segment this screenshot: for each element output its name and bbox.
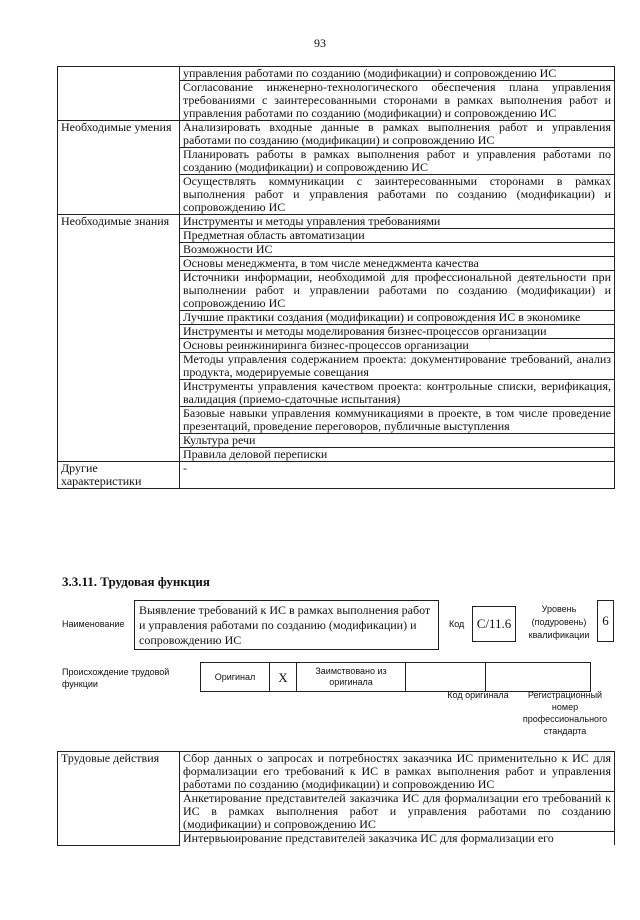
table-cell: Базовые навыки управления коммуникациями в проекте, в том числе проведение презентаций, проведение переговоров, публичные выступления — [180, 407, 615, 434]
table-cell: Лучшие практики создания (модификации) и сопровождения ИС в экономике — [180, 311, 615, 325]
table-cell: Возможности ИС — [180, 243, 615, 257]
code-box: C/11.6 — [472, 606, 516, 642]
level-label: Уровень (подуровень) квалификации — [528, 604, 590, 640]
row-label-actions: Трудовые действия — [58, 752, 180, 846]
table-cell: Анкетирование представителей заказчика ИС для формализации его требований к ИС в рамках выполнения работ и управления работами по созданию (модификации) и сопровождению ИС — [180, 792, 615, 832]
origin-table — [200, 662, 591, 692]
table-cell: Культура речи — [180, 434, 615, 448]
table-cell: Основы менеджмента, в том числе менеджмента качества — [180, 257, 615, 271]
origin-borrowed-cell: Заимствовано из оригинала — [297, 663, 406, 692]
table-cell: Инструменты и методы управления требованиями — [180, 215, 615, 229]
row-label-other: Другие характеристики — [58, 462, 180, 489]
row-label-knowledge: Необходимые знания — [58, 215, 180, 462]
origin-code-cell — [406, 663, 486, 692]
table-row — [58, 67, 615, 81]
origin-original-cell: Оригинал — [201, 663, 270, 692]
page-number: 93 — [314, 36, 326, 50]
table-cell: Основы реинжиниринга бизнес-процессов организации — [180, 339, 615, 353]
table-cell: управления работами по созданию (модификации) и сопровождению ИС — [180, 67, 615, 81]
row-label — [58, 67, 180, 121]
section-heading: 3.3.11. Трудовая функция — [62, 574, 210, 589]
function-name-box: Выявление требований к ИС в рамках выполнения работ и управления работами по созданию (модификации) и сопровождению ИС — [134, 600, 439, 650]
table-cell: Согласование инженерно-технологического обеспечения плана управления требованиями с заинтересованными сторонами в рамках выполнения работ и управления работами по созданию (модификации) и сопровождению ИС — [180, 81, 615, 121]
actions-table — [57, 751, 615, 846]
table-cell: Анализировать входные данные в рамках выполнения работ и управления работами по созданию (модификации) и сопровождению ИС — [180, 121, 615, 148]
name-label: Наименование — [62, 619, 125, 629]
table-cell: Методы управления содержанием проекта: документирование требований, анализ продукта, модерируемые совещания — [180, 353, 615, 380]
origin-label: Происхождение трудовой функции — [62, 667, 170, 689]
table-cell: Предметная область автоматизации — [180, 229, 615, 243]
caption-registration: Регистрационный номер профессионального стандарта — [522, 690, 608, 736]
origin-reg-cell — [486, 663, 591, 692]
table-cell: Инструменты и методы моделирования бизнес-процессов организации — [180, 325, 615, 339]
table-cell: Инструменты управления качеством проекта: контрольные списки, верификация, валидация (приемо-сдаточные испытания) — [180, 380, 615, 407]
table-row — [201, 663, 591, 692]
requirements-table — [57, 66, 615, 489]
table-row — [58, 752, 615, 792]
table-row — [58, 121, 615, 148]
caption-code: Код оригинала — [447, 690, 509, 700]
table-cell: Источники информации, необходимой для профессиональной деятельности при выполнении работ и управлении работами по созданию (модификации) и сопровождению ИС — [180, 271, 615, 311]
row-label-skills: Необходимые умения — [58, 121, 180, 215]
table-row — [58, 215, 615, 229]
table-cell: Сбор данных о запросах и потребностях заказчика ИС применительно к ИС для формализации его требований к ИС в рамках выполнения работ и управления работами по созданию (модификации) и сопровождению ИС — [180, 752, 615, 792]
table-cell: Правила деловой переписки — [180, 448, 615, 462]
table-cell: Планировать работы в рамках выполнения работ и управления работами по созданию (модификации) и сопровождению ИС — [180, 148, 615, 175]
table-cell: - — [180, 462, 615, 489]
level-box: 6 — [597, 600, 614, 642]
table-row — [58, 462, 615, 489]
table-cell: Осуществлять коммуникации с заинтересованными сторонами в рамках выполнения работ и управления работами по созданию (модификации) и сопровождению ИС — [180, 175, 615, 215]
origin-mark-cell: X — [270, 663, 297, 692]
code-label: Код — [449, 619, 465, 629]
table-cell: Интервьюирование представителей заказчика ИС для формализации его — [180, 832, 615, 846]
